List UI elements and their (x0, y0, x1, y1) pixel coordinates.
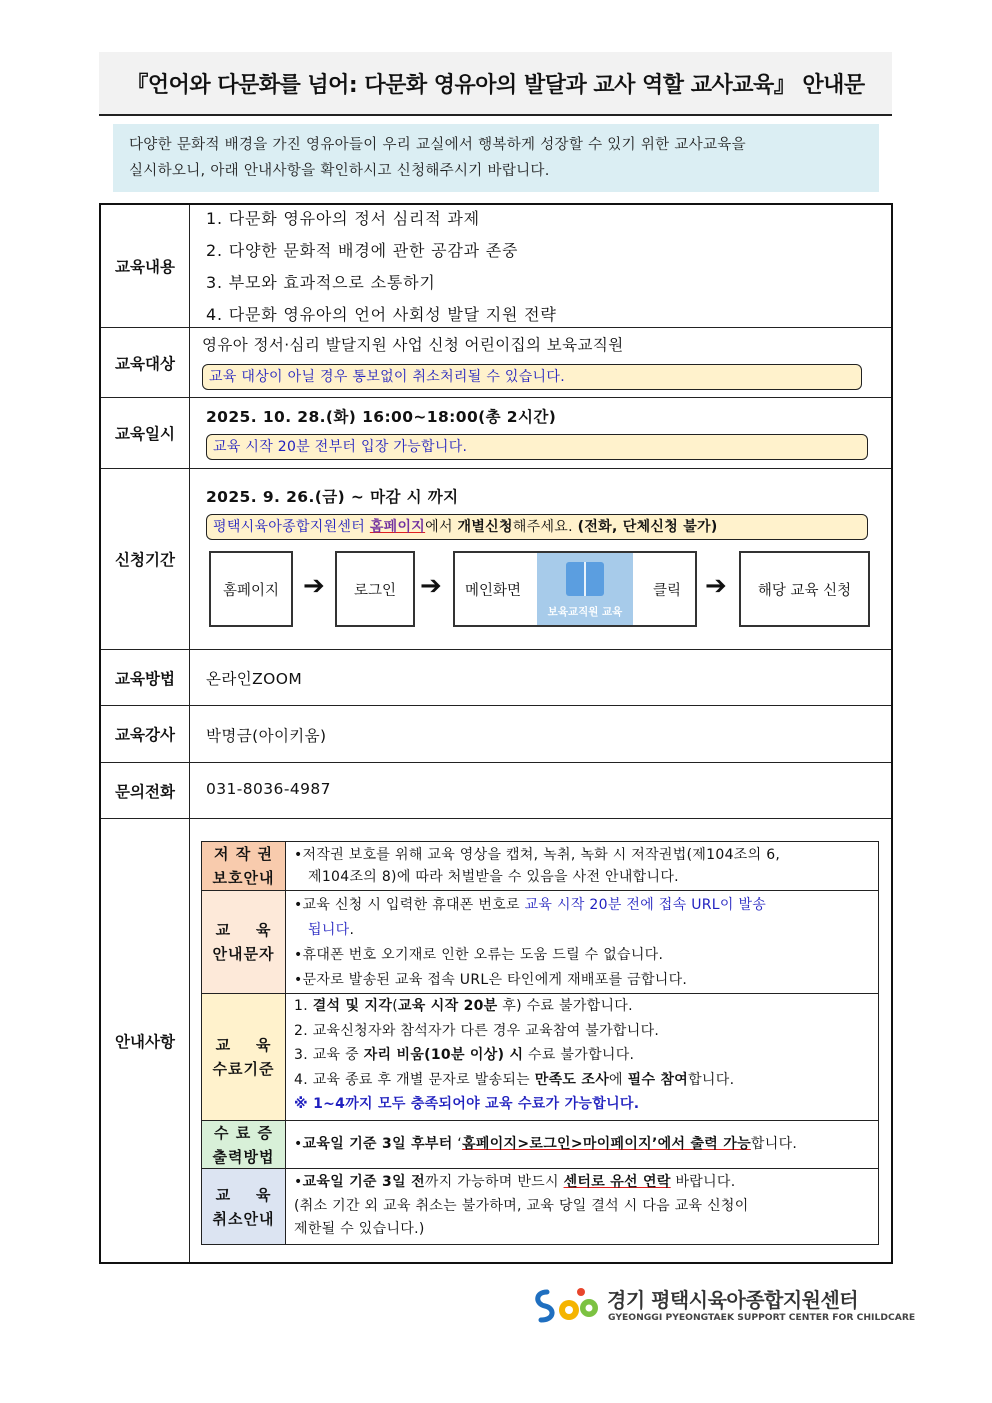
notice-certificate (202, 1121, 878, 1169)
text-part: ( (392, 998, 398, 1014)
notice-line (294, 1131, 797, 1158)
head-line: 출력방법 (212, 1147, 275, 1166)
notice-line (294, 994, 870, 1019)
text-part: 3. 교육 중 (294, 1047, 364, 1063)
row-label-lecturer: 교육강사 (101, 706, 190, 762)
row-target (101, 328, 891, 398)
text-bold: 교육 시작 20분 (397, 998, 498, 1014)
content-item: 3. 부모와 효과적으로 소통하기 (206, 273, 436, 292)
row-method (101, 650, 891, 706)
row-label-target: 교육대상 (101, 328, 190, 397)
childcare-staff-education-tile (537, 553, 633, 625)
head-line: 취소안내 (212, 1209, 275, 1228)
notice-line (294, 1068, 870, 1093)
row-label-phone: 문의전화 (101, 763, 190, 818)
apply-note-part: 에서 (425, 519, 458, 535)
flow-step-apply: 해당 교육 신청 (739, 551, 870, 627)
flow-step-login: 로그인 (335, 551, 415, 627)
row-label-datetime: 교육일시 (101, 398, 190, 468)
row-notice (101, 819, 891, 1262)
apply-note-part: 평택시육아종합지원센터 (213, 519, 370, 535)
info-table (99, 203, 893, 1264)
text-bold: 센터로 유선 연락 (563, 1174, 671, 1190)
row-datetime (101, 398, 891, 469)
notice-certificate-head (202, 1121, 286, 1168)
intro-line-1: 다양한 문화적 배경을 가진 영유아들이 우리 교실에서 행복하게 성장할 수 있기 위한 교사교육을 (129, 137, 746, 153)
content-item: 4. 다문화 영유아의 언어 사회성 발달 지원 전략 (206, 305, 557, 324)
head-line: 교 육 (215, 1185, 272, 1204)
text-part: ‘ (452, 1136, 463, 1153)
head-line: 보호안내 (212, 869, 275, 887)
text-bold: 필수 참여 (627, 1071, 689, 1088)
apply-note-part: 해주세요. (512, 519, 578, 535)
flow-step-main (453, 551, 697, 627)
notice-sms-body (286, 891, 878, 993)
intro-line-2: 실시하오니, 아래 안내사항을 확인하시고 신청해주시기 바랍니다. (129, 163, 550, 179)
notice-cancel (202, 1169, 878, 1244)
notice-line: •저작권 보호를 위해 교육 영상을 캡쳐, 녹취, 녹화 시 저작권법(제104조의 6, (294, 847, 781, 863)
text-part: • (294, 1136, 303, 1153)
target-text: 영유아 정서·심리 발달지원 사업 신청 어린이집의 보육교직원 (202, 336, 624, 354)
row-label-method: 교육방법 (101, 650, 190, 705)
text-part: 수료 불가합니다. (523, 1047, 635, 1063)
text-part: 합니다. (688, 1071, 735, 1088)
text-part: . (349, 922, 355, 938)
notice-line: 제한될 수 있습니다.) (294, 1221, 425, 1237)
text-part: •교육 신청 시 입력한 휴대폰 번호로 (294, 897, 525, 913)
content-list (190, 205, 891, 333)
notice-sms (202, 891, 878, 994)
notice-copyright (202, 842, 878, 891)
notice-line: •문자로 발송된 교육 접속 URL은 타인에게 재배포를 금합니다. (294, 972, 688, 988)
row-label-content: 교육내용 (101, 205, 190, 327)
arrow-right-icon: ➔ (420, 571, 442, 601)
phone-text: 031-8036-4987 (206, 780, 331, 798)
apply-note (206, 514, 868, 540)
text-bold: 결석 및 지각 (312, 998, 393, 1014)
row-label-notice: 안내사항 (101, 819, 190, 1262)
notice-sms-head (202, 891, 286, 993)
content-item: 2. 다양한 문화적 배경에 관한 공감과 존중 (206, 241, 519, 260)
method-text: 온라인ZOOM (206, 670, 303, 688)
center-name-english: GYEONGGI PYEONGTAEK SUPPORT CENTER FOR CHILDCARE (608, 1312, 916, 1323)
text-part: 1. (294, 998, 313, 1014)
text-part: 4. 교육 종료 후 개별 문자로 발송되는 (294, 1071, 535, 1088)
document-title-box (99, 52, 892, 116)
arrow-right-icon: ➔ (705, 571, 727, 601)
row-lecturer (101, 706, 891, 763)
notice-table (201, 841, 879, 1245)
target-note: 교육 대상이 아닐 경우 통보없이 취소처리될 수 있습니다. (202, 364, 862, 390)
center-logo-icon (533, 1286, 601, 1326)
notice-cancel-body (286, 1169, 878, 1244)
notice-line (294, 1171, 870, 1195)
text-emphasis: 됩니다 (308, 922, 350, 938)
text-bold: 교육일 기준 3일 후부터 (302, 1136, 453, 1153)
notice-copyright-body (286, 842, 878, 890)
text-bold: 교육일 기준 3일 전 (302, 1174, 425, 1190)
row-phone (101, 763, 891, 819)
notice-cancel-head (202, 1169, 286, 1244)
tile-label: 보육교직원 교육 (547, 606, 623, 618)
notice-certificate-body (286, 1121, 878, 1168)
text-part: • (294, 1174, 303, 1190)
book-icon (566, 562, 604, 596)
notice-line (294, 1043, 870, 1068)
notice-line: 2. 교육신청자와 참석자가 다른 경우 교육참여 불가합니다. (294, 1022, 660, 1039)
text-bold: 만족도 조사 (534, 1071, 610, 1088)
flow-main-label: 메인화면 (465, 582, 522, 599)
notice-line: ※ 1~4까지 모두 충족되어야 교육 수료가 가능합니다. (294, 1096, 640, 1112)
intro-box (113, 124, 879, 192)
notice-copyright-head (202, 842, 286, 890)
notice-completion-body (286, 994, 878, 1120)
row-apply (101, 469, 891, 650)
content-item: 1. 다문화 영유아의 정서 심리적 과제 (206, 209, 480, 228)
apply-note-homepage: 홈페이지 (369, 519, 426, 535)
head-line: 교 육 (215, 1036, 272, 1054)
center-name-korean: 경기 평택시육아종합지원센터 (607, 1288, 859, 1312)
notice-line (294, 893, 870, 918)
text-part: 바랍니다. (670, 1174, 736, 1190)
row-content (101, 205, 891, 328)
footer-logo (533, 1284, 916, 1328)
text-bold: 홈페이지>로그인>마이페이지’에서 출력 가능 (462, 1136, 751, 1153)
text-part: 에 (609, 1071, 628, 1088)
notice-completion (202, 994, 878, 1121)
apply-note-restriction: (전화, 단체신청 불가) (577, 519, 718, 535)
text-part: 후) 수료 불가합니다. (497, 998, 633, 1014)
head-line: 수료기준 (212, 1060, 275, 1078)
head-line: 저 작 권 (214, 845, 273, 863)
head-line: 수 료 증 (214, 1123, 273, 1142)
lecturer-text: 박명금(아이키움) (206, 727, 327, 745)
apply-period-text: 2025. 9. 26.(금) ~ 마감 시 까지 (206, 488, 459, 506)
text-emphasis: 교육 시작 20분 전에 접속 URL이 발송 (524, 897, 767, 913)
datetime-text: 2025. 10. 28.(화) 16:00~18:00(총 2시간) (206, 408, 557, 426)
head-line: 안내문자 (212, 945, 275, 963)
flow-step-homepage: 홈페이지 (209, 551, 293, 627)
arrow-right-icon: ➔ (303, 571, 325, 601)
notice-line: (취소 기간 외 교육 취소는 불가하며, 교육 당일 결석 시 다음 교육 신청이 (294, 1197, 749, 1214)
head-line: 교 육 (215, 921, 272, 939)
text-bold: 자리 비움(10분 이상) 시 (363, 1047, 524, 1063)
datetime-note: 교육 시작 20분 전부터 입장 가능합니다. (206, 434, 868, 460)
notice-line (294, 918, 870, 943)
notice-line: 제104조의 8)에 따라 처벌받을 수 있음을 사전 안내합니다. (308, 869, 679, 885)
apply-flow (209, 551, 869, 627)
row-label-apply: 신청기간 (101, 469, 190, 649)
text-part: 까지 가능하며 반드시 (424, 1174, 564, 1190)
document-title: 『언어와 다문화를 넘어: 다문화 영유아의 발달과 교사 역할 교사교육』 안내문 (126, 72, 865, 98)
flow-click-label: 클릭 (653, 582, 682, 599)
notice-line: •휴대폰 번호 오기재로 인한 오류는 도움 드릴 수 없습니다. (294, 947, 664, 963)
text-part: 합니다. (750, 1136, 798, 1153)
apply-note-individual: 개별신청 (457, 519, 513, 535)
notice-completion-head (202, 994, 286, 1120)
